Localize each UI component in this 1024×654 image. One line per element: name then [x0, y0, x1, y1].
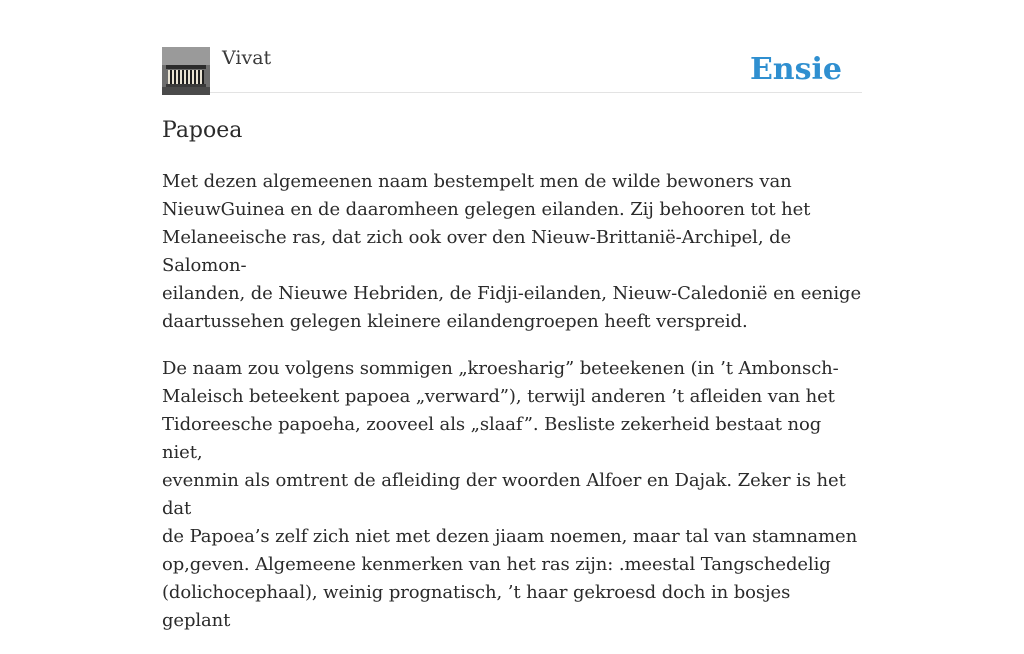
- article-paragraph: Met dezen algemeenen naam bestempelt men de wilde bewoners van NieuwGuinea en de daaromheen gelegen eilanden. Zij behooren tot het Melaneeische ras, dat zich ook over den Nieuw-Brittanië-Archipel, de Salomon- eilanden, de Nieuwe Hebriden, de Fidji-eilanden, Nieuw-Caledonië en eenige daartussehen gelegen kleinere eilandengroepen heeft verspreid.: [162, 171, 861, 332]
- article-page: [162, 0, 862, 631]
- article-title: Papoea: [162, 118, 243, 143]
- author-name[interactable]: Vivat: [222, 47, 272, 69]
- avatar-image-icon: [162, 47, 210, 95]
- article-header: [162, 46, 862, 93]
- author-avatar[interactable]: [162, 47, 210, 95]
- ensie-logo[interactable]: Ensie: [749, 52, 842, 87]
- article-paragraph: De naam zou volgens sommigen „kroesharig” beteekenen (in ’t Ambonsch- Maleisch beteekent papoea „verward”), terwijl anderen ’t afleiden van het Tidoreesche papoeha, zooveel als „slaaf”. Besliste zekerheid bestaat nog niet, evenmin als omtrent de afleiding der woorden Alfoer en Dajak. Zeker is het dat de Papoea’s zelf zich niet met dezen jiaam noemen, maar tal van stamnamen op,geven. Algemeene kenmerken van het ras zijn: .meestal Tangschedelig (dolichocephaal), weinig prognatisch, ’t haar gekroesd doch in bosjes geplant: [162, 358, 858, 631]
- article-body: [162, 168, 862, 654]
